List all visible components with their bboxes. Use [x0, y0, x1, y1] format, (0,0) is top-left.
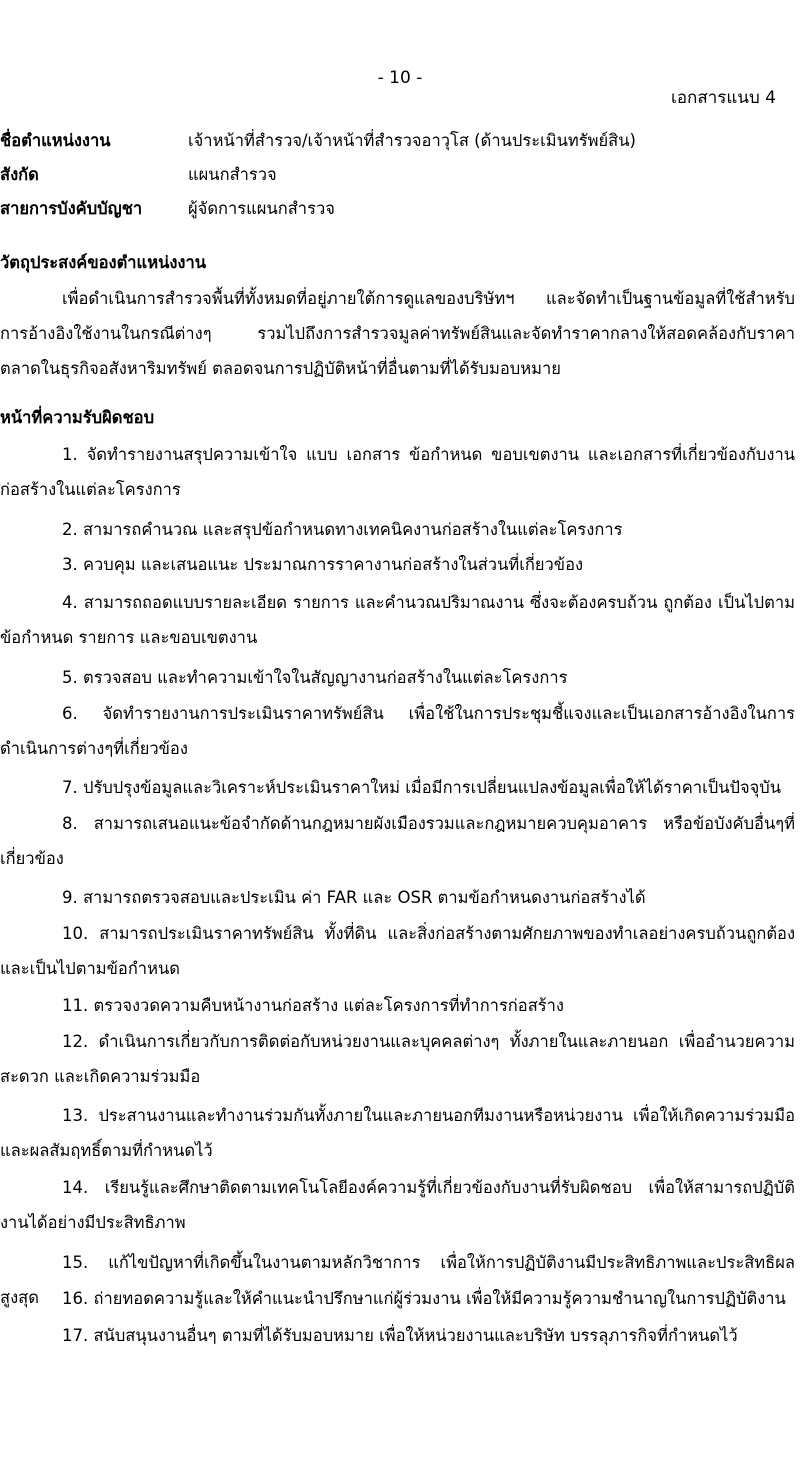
supervisor-label: สายการบังคับบัญชา: [0, 199, 143, 218]
page-number: - 10 -: [377, 68, 423, 88]
duty-item: 3. ควบคุม และเสนอแนะ ประมาณการราคางานก่อสร้างในส่วนที่เกี่ยวข้อง: [62, 555, 584, 574]
duty-item: 14. เรียนรู้และศึกษาติดตามเทคโนโลยีองค์ความรู้ที่เกี่ยวข้องกับงานที่รับผิดชอบ เพื่อให้สามารถปฏิบัติงานได้อย่างมีประสิทธิภาพ: [0, 1178, 795, 1232]
department-label: สังกัด: [0, 165, 39, 184]
duty-item: 4. สามารถถอดแบบรายละเอียด รายการ และคำนวณปริมาณงาน ซึ่งจะต้องครบถ้วน ถูกต้อง เป็นไปตามข้อกำหนด รายการ และขอบเขตงาน: [0, 593, 795, 647]
supervisor-value: ผู้จัดการแผนกสำรวจ: [188, 199, 335, 218]
info-row-position: [0, 128, 800, 152]
position-info: [0, 128, 800, 230]
duty-item: 2. สามารถคำนวณ และสรุปข้อกำหนดทางเทคนิคงานก่อสร้างในแต่ละโครงการ: [62, 520, 623, 539]
info-row-supervisor: [0, 196, 800, 220]
duty-item: 17. สนับสนุนงานอื่นๆ ตามที่ได้รับมอบหมาย เพื่อให้หน่วยงานและบริษัท บรรลุภารกิจที่กำหนดไว้: [62, 1326, 738, 1345]
duty-item: 8. สามารถเสนอแนะข้อจำกัดด้านกฎหมายผังเมืองรวมและกฎหมายควบคุมอาคาร หรือข้อบังคับอื่นๆที่เกี่ยวข้อง: [0, 814, 795, 868]
position-name-value: เจ้าหน้าที่สำรวจ/เจ้าหน้าที่สำรวจอาวุโส (ด้านประเมินทรัพย์สิน): [188, 131, 636, 150]
duty-item: 7. ปรับปรุงข้อมูลและวิเคราะห์ประเมินราคาใหม่ เมื่อมีการเปลี่ยนแปลงข้อมูลเพื่อให้ได้ราคาเป็นปัจจุบัน: [62, 778, 782, 797]
duty-item: 16. ถ่ายทอดความรู้และให้คำแนะนำปรึกษาแก่ผู้ร่วมงาน เพื่อให้มีความรู้ความชำนาญในการปฏิบัติงาน: [62, 1289, 786, 1308]
duty-item: 1. จัดทำรายงานสรุปความเข้าใจ แบบ เอกสาร ข้อกำหนด ขอบเขตงาน และเอกสารที่เกี่ยวข้องกับงานก่อสร้างในแต่ละโครงการ: [0, 445, 795, 499]
info-row-department: [0, 162, 800, 186]
objective-title: วัตถุประสงค์ของตำแหน่งงาน: [0, 253, 207, 272]
department-value: แผนกสำรวจ: [188, 165, 277, 184]
duty-item: 11. ตรวจงวดความคืบหน้างานก่อสร้าง แต่ละโครงการที่ทำการก่อสร้าง: [62, 996, 564, 1015]
duty-item: 9. สามารถตรวจสอบและประเมิน ค่า FAR และ OSR ตามข้อกำหนดงานก่อสร้างได้: [62, 888, 646, 907]
duty-item: 12. ดำเนินการเกี่ยวกับการติดต่อกับหน่วยงานและบุคคลต่างๆ ทั้งภายในและภายนอก เพื่ออำนวยความสะดวก และเกิดความร่วมมือ: [0, 1032, 795, 1086]
position-name-label: ชื่อตำแหน่งงาน: [0, 131, 111, 150]
duty-item: 6. จัดทำรายงานการประเมินราคาทรัพย์สิน เพื่อใช้ในการประชุมชี้แจงและเป็นเอกสารอ้างอิงในการดำเนินการต่างๆที่เกี่ยวข้อง: [0, 704, 795, 758]
duty-item: 15. แก้ไขปัญหาที่เกิดขึ้นในงานตามหลักวิชาการ เพื่อให้การปฏิบัติงานมีประสิทธิภาพและประสิทธิผลสูงสุด: [0, 1253, 795, 1307]
duty-item: 10. สามารถประเมินราคาทรัพย์สิน ทั้งที่ดิน และสิ่งก่อสร้างตามศักยภาพของทำเลอย่างครบถ้วนถูกต้อง และเป็นไปตามข้อกำหนด: [0, 924, 795, 978]
duty-item: 5. ตรวจสอบ และทำความเข้าใจในสัญญางานก่อสร้างในแต่ละโครงการ: [62, 668, 568, 687]
attachment-label: เอกสารแนบ 4: [671, 88, 776, 108]
objective-text: เพื่อดำเนินการสำรวจพื้นที่ทั้งหมดที่อยู่ภายใต้การดูแลของบริษัทฯ และจัดทำเป็นฐานข้อมูลที่ใช้สำหรับการอ้างอิงใช้งานในกรณีต่างๆ รวมไปถึงการสำรวจมูลค่าทรัพย์สินและจัดทำราคากลางให้สอดคล้องกับราคาตลาดในธุรกิจอสังหาริมทรัพย์ ตลอดจนการปฏิบัติหน้าที่อื่นตามที่ได้รับมอบหมาย: [0, 289, 795, 378]
duties-title: หน้าที่ความรับผิดชอบ: [0, 408, 155, 427]
duty-item: 13. ประสานงานและทำงานร่วมกันทั้งภายในและภายนอกทีมงานหรือหน่วยงาน เพื่อให้เกิดความร่วมมือและผลสัมฤทธิ์ตามที่กำหนดไว้: [0, 1106, 795, 1160]
